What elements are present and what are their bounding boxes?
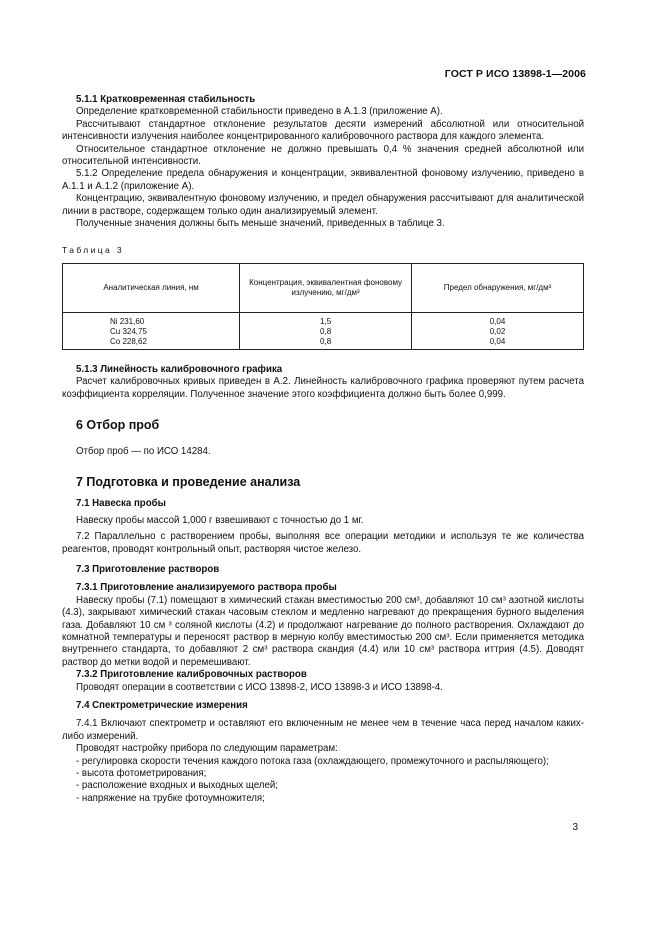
section-6-heading: 6 Отбор проб: [76, 418, 160, 433]
section-7-3-2-heading: 7.3.2 Приготовление калибровочных растворов: [76, 669, 307, 681]
table-header-row: [63, 263, 584, 312]
table-cell: Ni 231,60: [63, 312, 240, 327]
paragraph: Проводят настройку прибора по следующим параметрам:: [76, 743, 338, 755]
section-7-3-1-heading: 7.3.1 Приготовление анализируемого раствора пробы: [76, 582, 337, 594]
table-header-cell: Аналитическая линия, нм: [63, 263, 240, 312]
list-item: - регулировка скорости течения каждого потока газа (охлаждающего, промежуточного и распыляющего);: [76, 755, 549, 767]
table-cell: 0,8: [240, 327, 412, 337]
table-cell: 0,04: [412, 312, 584, 327]
table-cell: 1,5: [240, 312, 412, 327]
table-caption: Таблица 3: [62, 245, 125, 256]
section-5-1-3-heading: 5.1.3 Линейность калибровочного графика: [76, 363, 283, 375]
table-row: [63, 337, 584, 350]
table-header-cell: Концентрация, эквивалентная фоновому излучению, мг/дм³: [240, 263, 412, 312]
section-7-heading: 7 Подготовка и проведение анализа: [76, 474, 301, 489]
table-cell: 0,02: [412, 327, 584, 337]
paragraph: Проводят операции в соответствии с ИСО 13898-2, ИСО 13898-3 и ИСО 13898-4.: [76, 681, 443, 693]
section-7-2-paragraph: 7.2 Параллельно с растворением пробы, выполняя все операции методики и используя те же количества реагентов, проводят контрольный опыт, растворяя чистое железо.: [62, 531, 584, 555]
table-3: [62, 263, 584, 350]
paragraph: Полученные значения должны быть меньше значений, приведенных в таблице 3.: [76, 218, 445, 230]
paragraph: Относительное стандартное отклонение не должно превышать 0,4 % значения средней абсолютной или относительной интенсивности.: [62, 143, 584, 168]
paragraph: Расчет калибровочных кривых приведен в А.2. Линейность калибровочного графика проверяют путем расчета коэффициента корреляции. Полученное значение этого коэффициента должно быть более 0,999.: [62, 376, 584, 400]
table-row: [63, 312, 584, 327]
paragraph: Определение кратковременной стабильности приведено в А.1.3 (приложение А).: [76, 106, 443, 118]
list-item: - высота фотометрирования;: [76, 768, 207, 780]
table-cell: 0,8: [240, 337, 412, 350]
paragraph: Навеску пробы (7.1) помещают в химический стакан вместимостью 200 см³, добавляют 10 см³ азотной кислоты (4.3), закрывают химический стакан часовым стеклом и медленно нагревают до прекращения бурного выделения газа. Добавляют 10 см ³ соляной кислоты (4.2) и продолжают нагревание до полного растворения. Охлаждают до комнатной температуры и переносят раствор в мерную колбу вместимостью 200 см³. Если применяется методика внутреннего стандарта, то добавляют 2 см³ раствора скандия (4.4) или 10 см³ раствора иттрия (4.5). Доводят раствор до метки водой и перемешивают.: [62, 594, 584, 668]
document-header: ГОСТ Р ИСО 13898-1—2006: [444, 68, 586, 80]
page-number: 3: [572, 822, 578, 833]
paragraph: Отбор проб — по ИСО 14284.: [76, 445, 211, 457]
page-body: [62, 94, 584, 805]
table-row: [63, 327, 584, 337]
paragraph: Концентрацию, эквивалентную фоновому излучению, и предел обнаружения рассчитывают для аналитической линии в растворе, содержащем только один анализируемый элемент.: [62, 193, 584, 217]
section-7-1-heading: 7.1 Навеска пробы: [76, 498, 166, 510]
list-item: - расположение входных и выходных щелей;: [76, 780, 278, 792]
section-7-4-heading: 7.4 Спектрометрические измерения: [76, 700, 248, 711]
section-7-3-heading: 7.3 Приготовление растворов: [76, 563, 220, 575]
paragraph: Рассчитывают стандартное отклонение результатов десяти измерений абсолютной или относительной интенсивности излучения наиболее концентрированного калибровочного раствора для каждого элемента.: [62, 118, 584, 143]
section-7-4-1-paragraph: 7.4.1 Включают спектрометр и оставляют его включенным не менее чем в течение часа перед началом каких-либо измерений.: [62, 718, 584, 742]
table-cell: Co 228,62: [63, 337, 240, 350]
table-cell: Cu 324,75: [63, 327, 240, 337]
paragraph: Навеску пробы массой 1,000 г взвешивают с точностью до 1 мг.: [76, 514, 364, 526]
section-5-1-1-heading: 5.1.1 Кратковременная стабильность: [76, 94, 256, 105]
list-item: - напряжение на трубке фотоумножителя;: [76, 792, 265, 804]
section-5-1-2-paragraph: 5.1.2 Определение предела обнаружения и концентрации, эквивалентной фоновому излучению, приведено в А.1.1 и А.1.2 (приложение А).: [62, 168, 584, 192]
table-header-cell: Предел обнаружения, мг/дм³: [412, 263, 584, 312]
table-cell: 0,04: [412, 337, 584, 350]
